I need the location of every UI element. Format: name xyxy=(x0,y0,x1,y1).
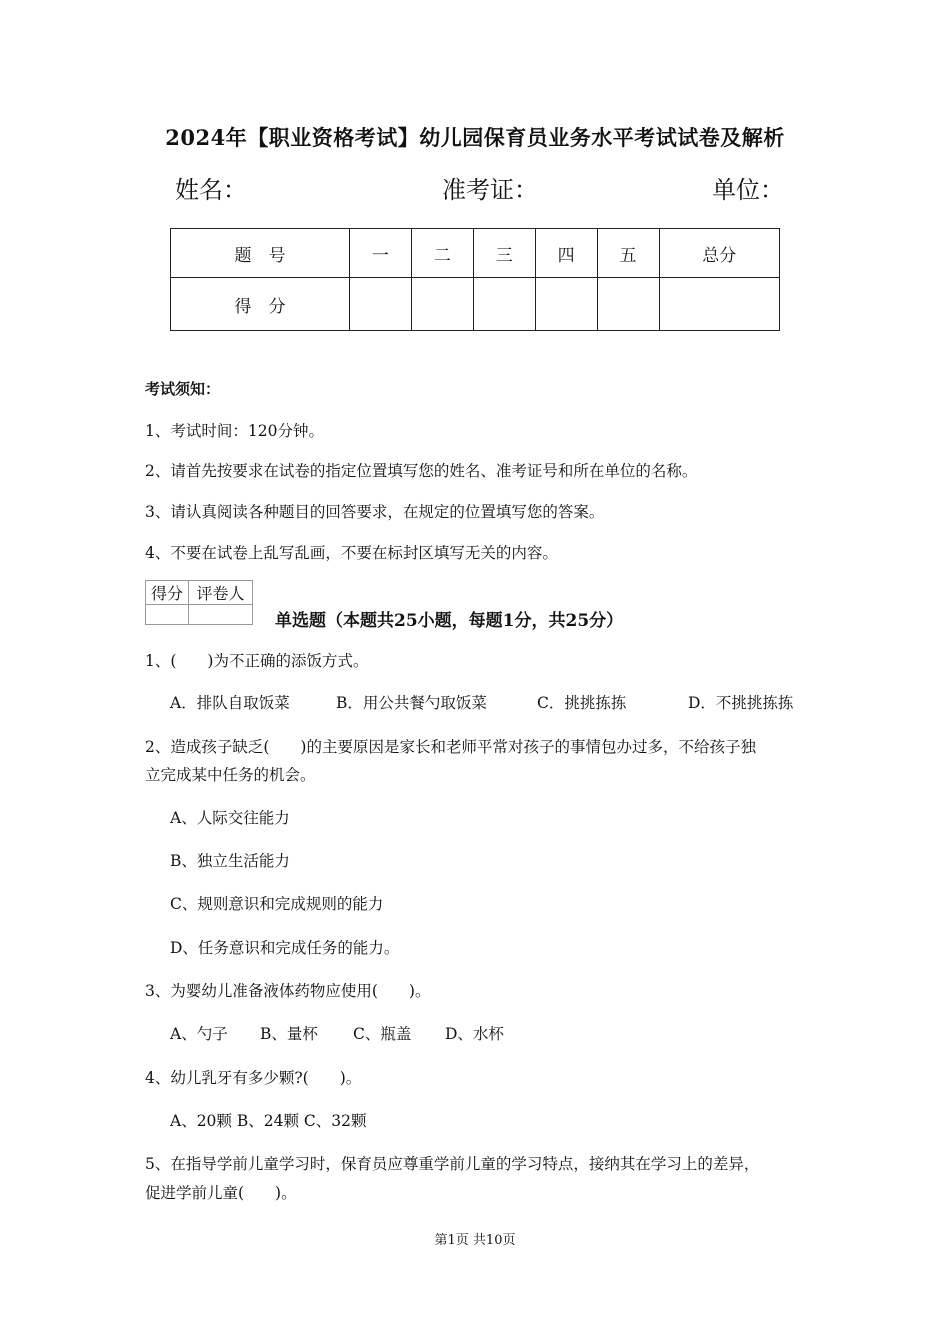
ticket-field-label: 准考证： xyxy=(442,176,538,204)
question-2-option-a[interactable]: A、人际交往能力 xyxy=(170,809,290,827)
question-3-option-a[interactable]: A、勺子 xyxy=(170,1025,228,1043)
question-1-option-c[interactable]: C．挑挑拣拣 xyxy=(537,694,627,712)
score-input-cell[interactable] xyxy=(411,278,473,331)
unit-field-label: 单位： xyxy=(712,176,784,204)
score-input-cell[interactable] xyxy=(535,278,597,331)
notice-item: 3、请认真阅读各种题目的回答要求，在规定的位置填写您的答案。 xyxy=(145,503,605,521)
notice-item: 2、请首先按要求在试卷的指定位置填写您的姓名、准考证号和所在单位的名称。 xyxy=(145,462,698,480)
question-2-option-b[interactable]: B、独立生活能力 xyxy=(170,852,290,870)
question-1-option-b[interactable]: B．用公共餐勺取饭菜 xyxy=(336,694,487,712)
question-2-text-line2: 立完成某中任务的机会。 xyxy=(145,766,316,784)
score-table-cell: 五 xyxy=(597,229,659,278)
question-4-text: 4、幼儿乳牙有多少颗?( )。 xyxy=(145,1069,362,1087)
score-input-cell[interactable] xyxy=(349,278,411,331)
grader-box xyxy=(145,580,253,625)
notice-item: 4、不要在试卷上乱写乱画，不要在标封区填写无关的内容。 xyxy=(145,544,558,562)
notice-heading: 考试须知： xyxy=(145,380,221,398)
question-3-option-c[interactable]: C、瓶盖 xyxy=(353,1025,412,1043)
grader-reviewer-label: 评卷人 xyxy=(189,581,253,605)
score-table-cell: 三 xyxy=(473,229,535,278)
question-4-options[interactable]: A、20颗 B、24颗 C、32颗 xyxy=(170,1112,367,1130)
score-input-cell[interactable] xyxy=(659,278,779,331)
question-5-text-line2: 促进学前儿童( )。 xyxy=(145,1184,297,1202)
question-3-text: 3、为婴幼儿准备液体药物应使用( )。 xyxy=(145,982,431,1000)
grader-score-cell[interactable] xyxy=(146,605,189,625)
grader-score-label: 得分 xyxy=(146,581,189,605)
question-2-option-c[interactable]: C、规则意识和完成规则的能力 xyxy=(170,895,384,913)
score-table-score-row xyxy=(171,278,780,331)
page-title: 2024年【职业资格考试】幼儿园保育员业务水平考试试卷及解析 xyxy=(165,125,785,150)
score-input-cell[interactable] xyxy=(597,278,659,331)
score-table-cell: 四 xyxy=(535,229,597,278)
question-1-text: 1、( )为不正确的添饭方式。 xyxy=(145,652,369,670)
question-1-option-a[interactable]: A．排队自取饭菜 xyxy=(170,694,290,712)
question-2-option-d[interactable]: D、任务意识和完成任务的能力。 xyxy=(170,939,400,957)
score-table-cell: 一 xyxy=(349,229,411,278)
score-table xyxy=(170,228,780,331)
page-footer: 第1页 共10页 xyxy=(434,1233,516,1248)
question-1-option-d[interactable]: D．不挑挑拣拣 xyxy=(688,694,794,712)
score-table-header-row xyxy=(171,229,780,278)
question-2-text-line1: 2、造成孩子缺乏( )的主要原因是家长和老师平常对孩子的事情包办过多，不给孩子独 xyxy=(145,738,756,756)
name-field-label: 姓名： xyxy=(175,176,247,204)
score-input-cell[interactable] xyxy=(473,278,535,331)
grader-reviewer-cell[interactable] xyxy=(189,605,253,625)
score-table-cell: 题 号 xyxy=(171,229,350,278)
question-3-option-d[interactable]: D、水杯 xyxy=(445,1025,504,1043)
question-5-text-line1: 5、在指导学前儿童学习时，保育员应尊重学前儿童的学习特点，接纳其在学习上的差异， xyxy=(145,1155,760,1173)
section-title: 单选题（本题共25小题，每题1分，共25分） xyxy=(275,611,624,631)
score-table-cell: 二 xyxy=(411,229,473,278)
score-table-cell: 得 分 xyxy=(171,278,350,331)
score-table-cell: 总分 xyxy=(659,229,779,278)
question-3-option-b[interactable]: B、量杯 xyxy=(260,1025,318,1043)
notice-item: 1、考试时间：120分钟。 xyxy=(145,422,324,440)
